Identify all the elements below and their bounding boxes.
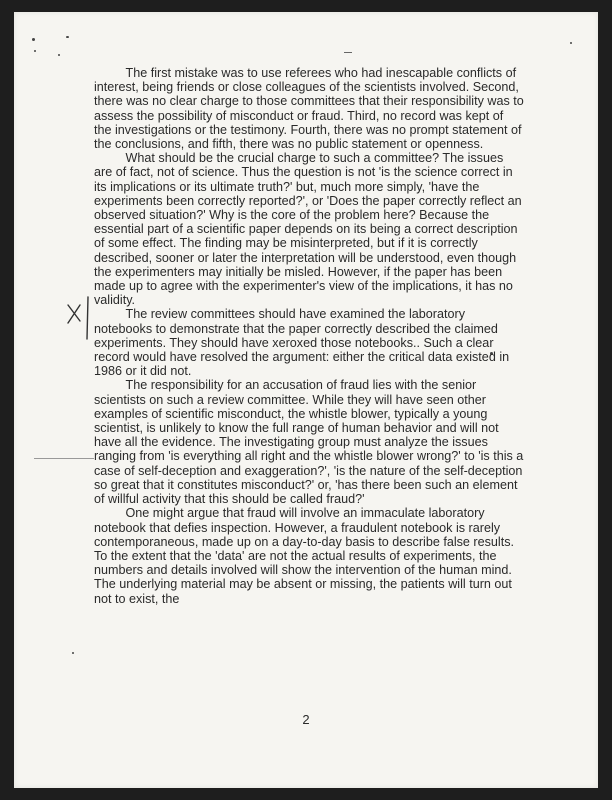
scan-speck <box>66 36 69 38</box>
paragraph: The review committees should have examined the laboratory notebooks to demonstrate that the paper correctly described the claimed experiments. They should have xeroxed those notebooks.. Such a clear record would have resolved the argument: either the critical data existed in 1986 or it did not. <box>94 307 510 379</box>
paragraph: One might argue that fraud will involve an immaculate laboratory notebook that defies inspection. However, a fraudulent notebook is rarely contemporaneous, made up on a day-to-day basis to describe false results. To the extent that the 'data' are not the actual results of experiments, the numbers and details involved will show the intervention of the human mind. The underlying material may be absent or missing, the patients will turn out not to exist, the <box>94 506 515 606</box>
scan-speck <box>570 42 572 44</box>
paragraph: What should be the crucial charge to such a committee? The issues are of fact, not of science. Thus the question is not 'is the science correct in its implications or its ultimate truth?' but, much more simply, 'have the experiments been correctly reported?', or 'Does the paper correctly reflect an observed situation?' Why is the core of the problem here? Because the essential part of a scientific paper depends on its being a correct description of some effect. The finding may be misinterpreted, but if it is correctly described, sooner or later the interpretation will be understood, even though the experimenters may initially be misled. However, if the paper has been made up to agree with the experimenter's view of the implications, it has no validity. <box>94 151 522 308</box>
scan-speck <box>34 50 36 52</box>
paragraph: The responsibility for an accusation of fraud lies with the senior scientists on such a review committee. While they will have seen other examples of scientific misconduct, the whistle blower, typically a young scientist, is unlikely to know the full range of human behavior and will not have all the evidence. The investigating group must analyze the issues ranging from 'is everything all right and the whistle blower wrong?' to 'is this a case of self-deception and exaggeration?', 'is the nature of the self-deception so great that it constitutes misconduct?' or, 'has there been such an element of willful activity that this should be called fraud?' <box>94 378 524 507</box>
page-number: 2 <box>302 712 310 727</box>
scan-mark <box>344 52 352 53</box>
scan-speck <box>32 38 35 41</box>
scan-mark <box>34 458 94 459</box>
body-text <box>94 66 524 606</box>
document-page <box>14 12 598 788</box>
scan-speck <box>58 54 60 56</box>
scan-speck <box>72 652 74 654</box>
paragraph: The first mistake was to use referees who had inescapable conflicts of interest, being friends or close colleagues of the scientists involved. Second, there was no clear charge to those committees that their responsibility was to assess the possibility of misconduct or fraud. Third, no record was kept of the investigations or the testimony. Fourth, there was no prompt statement of the conclusions, and fifth, there was no public statement or openness. <box>94 66 524 152</box>
handwritten-margin-mark <box>62 295 96 341</box>
